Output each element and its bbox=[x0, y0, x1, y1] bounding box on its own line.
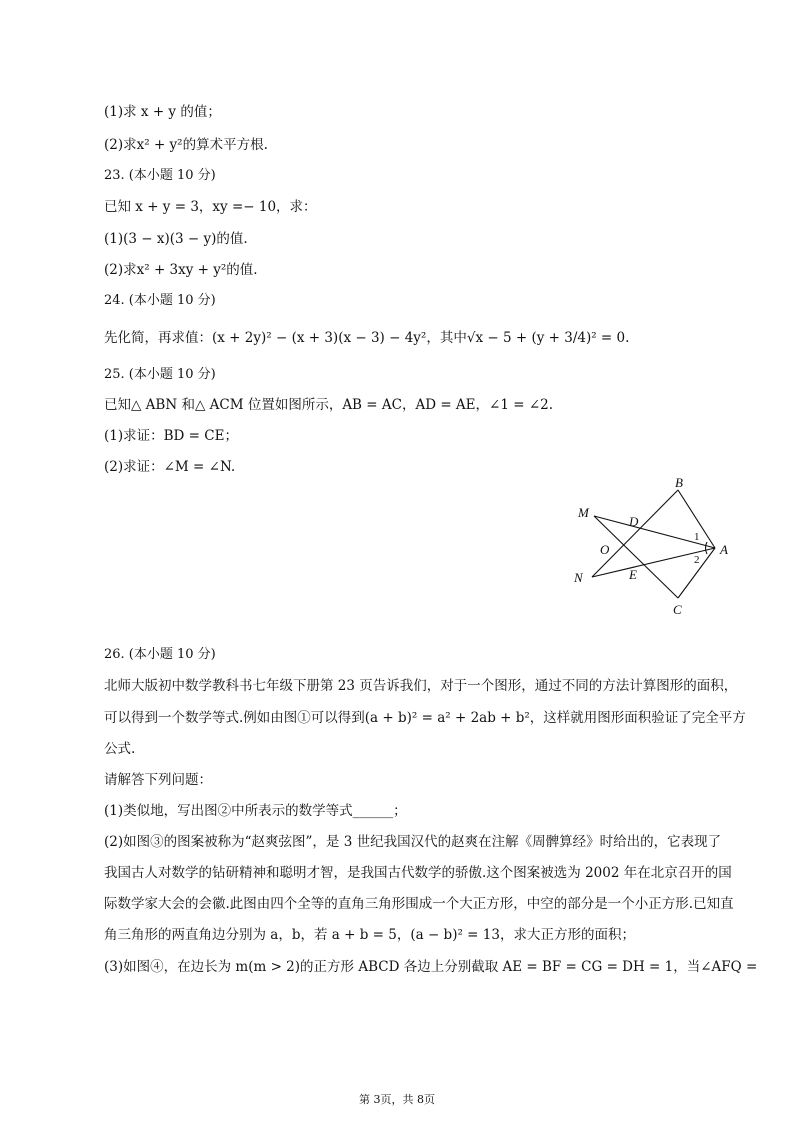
text-line: (1)类似地，写出图②中所表示的数学等式______； bbox=[104, 803, 407, 819]
text-line: (1)(3 − x)(3 − y)的值. bbox=[104, 231, 248, 247]
text-line: (1)求 x + y 的值； bbox=[104, 104, 221, 120]
angle-arc bbox=[706, 542, 708, 554]
page-footer: 第 3页，共 8页 bbox=[359, 1093, 435, 1106]
question-heading: 24. (本小题 10 分) bbox=[104, 293, 216, 308]
text-line: 北师大版初中数学教科书七年级下册第 23 页告诉我们，对于一个图形，通过不同的方法计算图形的面积， bbox=[104, 678, 738, 694]
label-B: B bbox=[675, 475, 683, 490]
text-line: 已知△ ABN 和△ ACM 位置如图所示，AB = AC，AD = AE，∠1 = ∠2. bbox=[104, 397, 554, 413]
label-C: C bbox=[673, 602, 682, 617]
text-line: (2)求x² + 3xy + y²的值. bbox=[104, 262, 258, 278]
text-line: (2)求证：∠M = ∠N. bbox=[104, 459, 236, 475]
text-line: 际数学家大会的会徽.此图由四个全等的直角三角形围成一个大正方形，中空的部分是一个小正方形.已知直 bbox=[104, 896, 734, 912]
label-O: O bbox=[600, 542, 610, 557]
label-E: E bbox=[629, 567, 637, 582]
label-M: M bbox=[578, 505, 589, 520]
text-line: (2)求x² + y²的算术平方根. bbox=[104, 137, 268, 153]
label-N: N bbox=[574, 570, 583, 585]
text-line: 角三角形的两直角边分别为 a，b，若 a + b = 5，(a − b)² = 13，求大正方形的面积； bbox=[104, 927, 635, 943]
text-line: (1)求证：BD = CE； bbox=[104, 428, 238, 444]
text-line: 可以得到一个数学等式.例如由图①可以得到(a + b)² = a² + 2ab + b²，这样就用图形面积验证了完全平方 bbox=[104, 710, 746, 726]
text-line: 先化简，再求值：(x + 2y)² − (x + 3)(x − 3) − 4y²，其中√x − 5 + (y + 3/4)² = 0. bbox=[104, 330, 630, 346]
text-line: 请解答下列问题： bbox=[104, 772, 212, 788]
label-1: 1 bbox=[694, 531, 700, 543]
text-line: 已知 x + y = 3，xy =− 10，求： bbox=[104, 199, 317, 215]
text-line: (2)如图③的图案被称为“赵爽弦图”，是 3 世纪我国汉代的赵爽在注解《周髀算经》时给出的，它表现了 bbox=[104, 834, 722, 850]
label-A: A bbox=[720, 542, 728, 557]
label-D: D bbox=[629, 514, 639, 529]
segment-BN bbox=[592, 490, 678, 577]
label-2: 2 bbox=[694, 554, 700, 566]
question-heading: 26. (本小题 10 分) bbox=[104, 647, 216, 662]
question-heading: 23. (本小题 10 分) bbox=[104, 168, 216, 183]
text-line: (3)如图④，在边长为 m(m > 2)的正方形 ABCD 各边上分别截取 AE = BF = CG = DH = 1，当∠AFQ = bbox=[104, 959, 758, 975]
text-line: 公式. bbox=[104, 741, 136, 757]
geometry-figure bbox=[560, 472, 740, 622]
text-line: 我国古人对数学的钻研精神和聪明才智，是我国古代数学的骄傲.这个图案被选为 2002 年在北京召开的国 bbox=[104, 865, 732, 881]
question-heading: 25. (本小题 10 分) bbox=[104, 367, 216, 382]
